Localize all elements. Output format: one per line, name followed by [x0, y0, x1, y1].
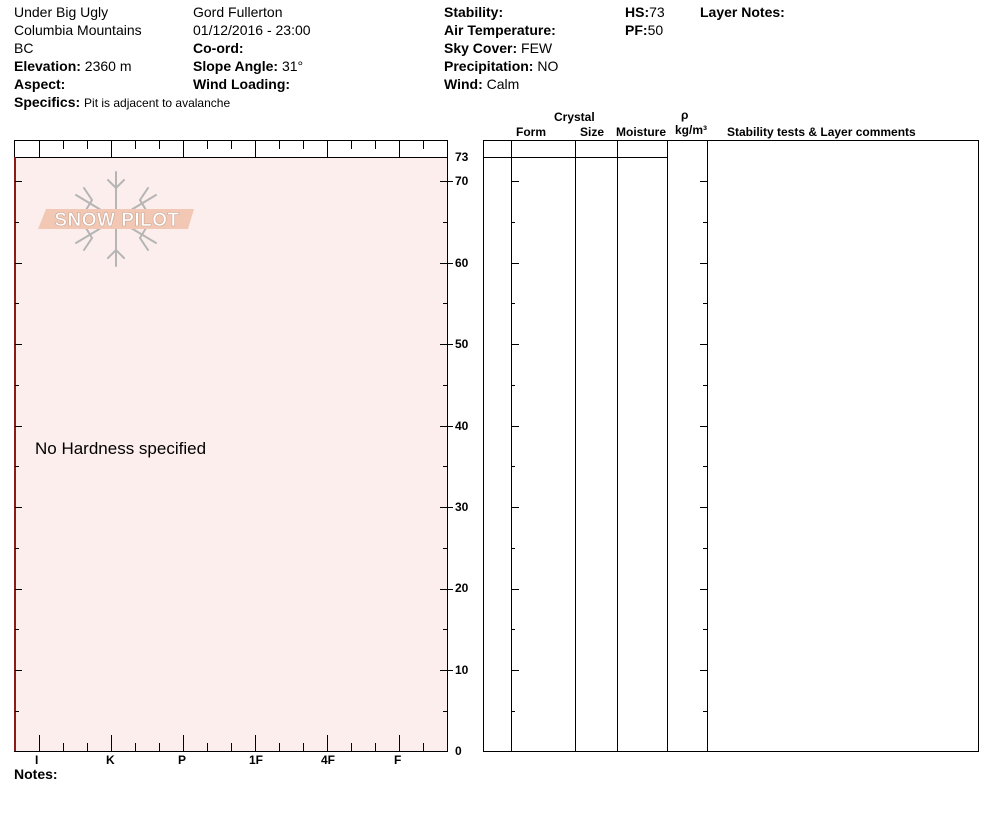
- precipitation-label: Precipitation:: [444, 58, 534, 74]
- depth-label-50: 50: [455, 337, 469, 351]
- slope-value: 31°: [281, 58, 304, 74]
- depth-label-30: 30: [455, 500, 469, 514]
- aspect-label: Aspect:: [14, 76, 66, 92]
- mountain-range: Columbia Mountains: [14, 22, 142, 38]
- no-hardness-message: No Hardness specified: [35, 439, 207, 458]
- density-symbol: ρ: [681, 108, 689, 122]
- slope-label: Slope Angle:: [193, 58, 279, 74]
- hardness-label-K: K: [106, 753, 115, 767]
- hs-label: HS:: [625, 4, 650, 20]
- region: BC: [14, 40, 34, 56]
- wind-loading-label: Wind Loading:: [193, 76, 291, 92]
- elevation-value: 2360 m: [84, 58, 132, 74]
- sky-cover-label: Sky Cover:: [444, 40, 518, 56]
- layer-table-columns: [512, 141, 708, 751]
- observer-name: Gord Fullerton: [193, 4, 283, 20]
- hardness-label-P: P: [178, 753, 187, 767]
- size-header: Size: [580, 125, 605, 139]
- specifics-value: Pit is adjacent to avalanche: [84, 96, 231, 110]
- hardness-label-1F: 1F: [249, 753, 264, 767]
- pf-value: 50: [647, 22, 664, 38]
- hardness-label-4F: 4F: [321, 753, 336, 767]
- hs-value: 73: [649, 4, 665, 20]
- form-header: Form: [516, 125, 546, 139]
- air-temp-label: Air Temperature:: [444, 22, 556, 38]
- precipitation-value: NO: [537, 58, 559, 74]
- crystal-header: Crystal: [554, 110, 595, 124]
- snowpilot-logo-text: SNOW PILOT: [54, 210, 180, 231]
- layer-notes-label: Layer Notes:: [700, 4, 785, 20]
- stability-label: Stability:: [444, 4, 504, 20]
- layer-table-frame: [484, 141, 979, 752]
- coord-label: Co-ord:: [193, 40, 244, 56]
- specifics-label: Specifics:: [14, 94, 81, 110]
- elevation-label: Elevation:: [14, 58, 81, 74]
- location-name: Under Big Ugly: [14, 4, 109, 20]
- hardness-label-I: I: [35, 753, 39, 767]
- moisture-header: Moisture: [616, 125, 667, 139]
- wind-value: Calm: [486, 76, 520, 92]
- notes-label: Notes:: [14, 766, 58, 782]
- sky-cover-value: FEW: [521, 40, 553, 56]
- depth-label-0: 0: [455, 744, 462, 758]
- density-unit-header: kg/m³: [675, 123, 708, 137]
- depth-label-70: 70: [455, 174, 469, 188]
- pf-label: PF:: [625, 22, 648, 38]
- layer-table-ticks: [511, 182, 707, 712]
- comments-header: Stability tests & Layer comments: [727, 125, 916, 139]
- wind-label: Wind:: [444, 76, 483, 92]
- depth-label-40: 40: [455, 419, 469, 433]
- hardness-label-F: F: [394, 753, 402, 767]
- observation-datetime: 01/12/2016 - 23:00: [193, 22, 311, 38]
- depth-label-60: 60: [455, 256, 469, 270]
- depth-label-10: 10: [455, 663, 469, 677]
- hardness-top-ticks: [40, 141, 424, 157]
- depth-label-20: 20: [455, 581, 469, 595]
- depth-label-73: 73: [455, 150, 469, 164]
